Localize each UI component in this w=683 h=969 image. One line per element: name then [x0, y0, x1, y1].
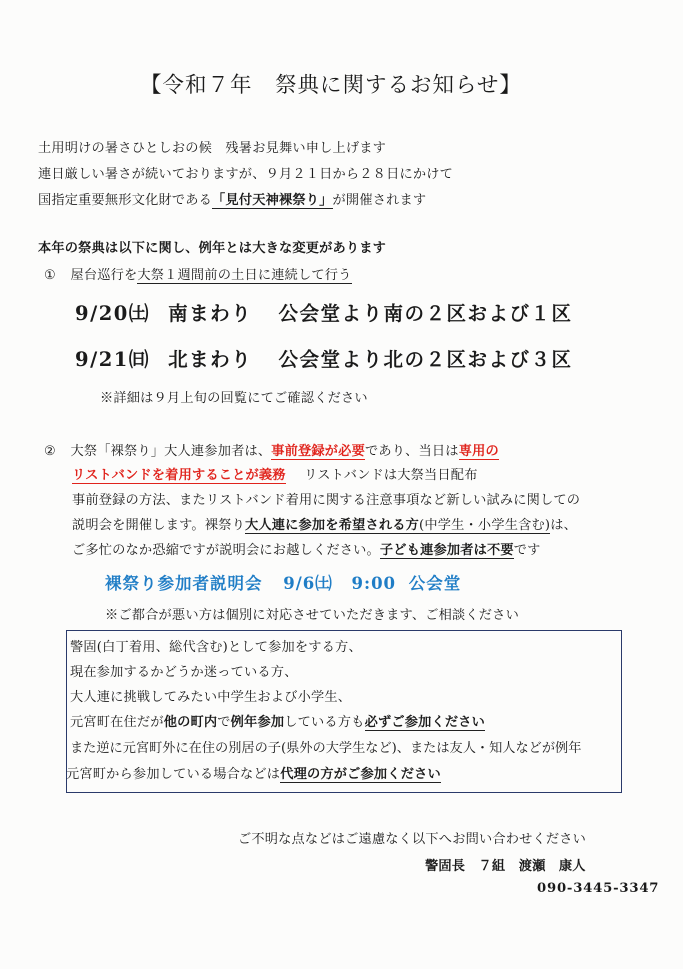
box-l6-pre: 元宮町から参加している場合などは	[66, 767, 281, 782]
box-l4-mid: で	[217, 715, 231, 730]
box-l4-must-attend: 必ずご参加ください	[364, 715, 486, 730]
box-l4-annual: 例年参加	[230, 715, 285, 730]
box-line-4	[70, 711, 485, 730]
schedule-row	[75, 344, 572, 372]
schedule-note: ※詳細は９月上旬の回覧にてご確認ください	[100, 391, 368, 406]
item-1-number: ①	[44, 268, 57, 283]
schedule-date: 9/21㈰	[75, 348, 150, 371]
schedule-route: 南まわり	[168, 302, 253, 325]
meeting-place: 公会堂	[408, 574, 462, 593]
item-2-line-2	[72, 464, 478, 483]
item-1-text-underlined: 大祭１週間前の土日に連続して行う	[137, 268, 352, 283]
box-l4-post: している方も	[284, 715, 365, 730]
item-2-line-3: 事前登録の方法、またリストバンド着用に関する注意事項など新しい試みに関しての	[72, 493, 581, 508]
schedule-area: 公会堂より南の２区および１区	[278, 302, 573, 325]
item-2-l5-post: です	[513, 543, 541, 558]
pre-registration-required: 事前登録が必要	[271, 444, 365, 459]
changes-intro: 本年の祭典は以下に関し、例年とは大きな変更があります	[38, 241, 387, 256]
item-2-line-4	[72, 514, 577, 533]
meeting-name: 裸祭り参加者説明会	[105, 574, 263, 593]
adult-participants: 大人連に参加を希望される方	[244, 518, 420, 533]
meeting-date: 9/6㈯	[283, 574, 333, 593]
meeting-time: 9:00	[351, 574, 397, 593]
students-included: (中学生・小学生含む)	[419, 518, 551, 533]
greeting-line-3-post: が開催されます	[332, 193, 427, 208]
greeting-line-3-pre: 国指定重要無形文化財である	[38, 193, 213, 208]
contact-phone: 090-3445-3347	[537, 881, 660, 896]
schedule-date: 9/20㈯	[75, 302, 150, 325]
item-2-l1-mid: であり、当日は	[364, 444, 459, 459]
box-line-5: また逆に元宮町外に在住の別居の子(県外の大学生など)、または友人・知人などが例年	[70, 741, 582, 756]
box-l4-other-town: 他の町内	[163, 715, 218, 730]
box-line-2: 現在参加するかどうか迷っている方、	[70, 665, 298, 680]
item-2-line-1	[44, 440, 499, 459]
contact-name: 警固長 ７組 渡瀬 康人	[425, 859, 586, 874]
wristband-mandatory: リストバンドを着用することが義務	[72, 468, 286, 483]
contact-inquiry: ご不明な点などはご遠慮なく以下へお問い合わせください	[238, 832, 587, 847]
festival-name: 「見付天神裸祭り」	[212, 193, 333, 208]
item-1-text-pre: 屋台巡行を	[70, 268, 138, 283]
box-line-3: 大人連に挑戦してみたい中学生および小学生、	[70, 690, 352, 705]
item-2-l1-red-2: 専用の	[458, 444, 499, 459]
box-l6-proxy: 代理の方がご参加ください	[280, 767, 441, 782]
page-title: 【令和７年 祭典に関するお知らせ】	[140, 73, 522, 98]
box-line-1: 警固(白丁着用、総代含む)として参加をする方、	[70, 640, 362, 655]
item-2-l4-pre: 説明会を開催します。裸祭り	[72, 518, 245, 533]
greeting-line-2: 連日厳しい暑さが続いておりますが、９月２１日から２８日にかけて	[38, 167, 454, 182]
individual-note: ※ご都合が悪い方は個別に対応させていただきます、ご相談ください	[105, 608, 519, 623]
item-2-l5-pre: ご多忙のなか恐縮ですが説明会にお越しください。	[72, 543, 380, 558]
schedule-row	[75, 298, 572, 326]
item-1	[44, 264, 352, 283]
meeting-info	[105, 570, 461, 594]
greeting-line-1: 土用明けの暑さひとしおの候 残暑お見舞い申し上げます	[38, 141, 387, 156]
item-2-l2-post: リストバンドは大祭当日配布	[304, 468, 478, 483]
box-l4-pre: 元宮町在住だが	[70, 715, 164, 730]
item-2-line-5	[72, 539, 541, 558]
schedule-area: 公会堂より北の２区および３区	[278, 348, 573, 371]
item-2-l1-pre: 大祭「裸祭り」大人連参加者は、	[70, 444, 272, 459]
item-2-l4-post: は、	[550, 518, 577, 533]
box-line-6	[66, 763, 441, 782]
children-not-required: 子ども連参加者は不要	[379, 543, 514, 558]
greeting-line-3	[38, 189, 426, 208]
item-2-number: ②	[44, 444, 57, 459]
schedule-route: 北まわり	[168, 348, 253, 371]
